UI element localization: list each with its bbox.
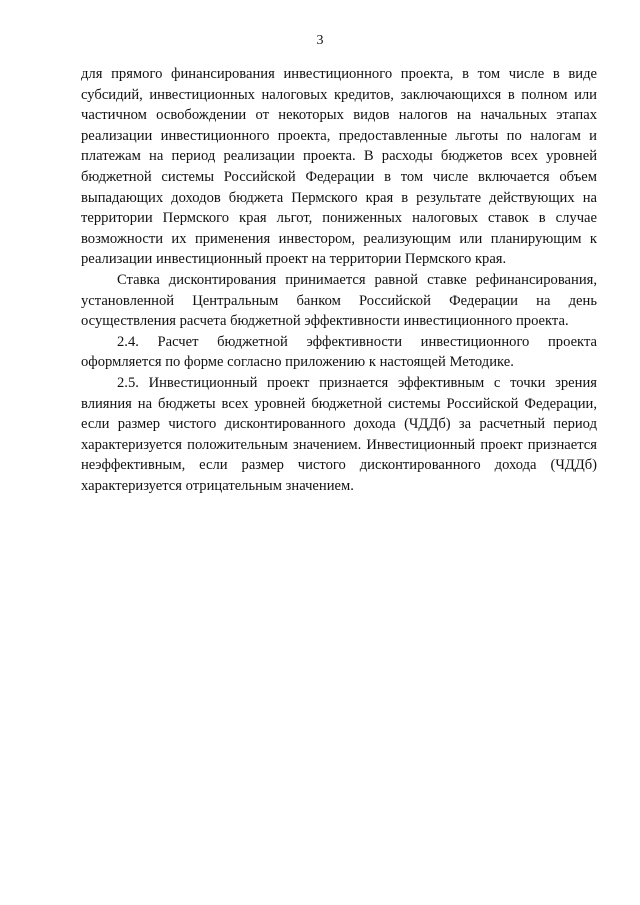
paragraph-2-5: 2.5. Инвестиционный проект признается эффективным с точки зрения влияния на бюджеты всех уровней бюджетной системы Российской Федерации, если размер чистого дисконтированного дохода (ЧДДб) за расчетный период характеризуется положительным значением. Инвестиционный проект признается неэффективным, если размер чистого дисконтированного дохода (ЧДДб) характеризуется отрицательным значением.: [81, 374, 597, 494]
paragraph-2-4: 2.4. Расчет бюджетной эффективности инвестиционного проекта оформляется по форме согласно приложению к настоящей Методике.: [81, 333, 597, 371]
paragraph-discount-rate: Ставка дисконтирования принимается равной ставке рефинансирования, установленной Центральным банком Российской Федерации на день осуществления расчета бюджетной эффективности инвестиционного проекта.: [81, 271, 597, 330]
document-body: [81, 64, 597, 496]
paragraph-continuation: для прямого финансирования инвестиционного проекта, в том числе в виде субсидий, инвестиционных налоговых кредитов, заключающихся в полном или частичном освобождении от некоторых видов налогов на начальных этапах реализации инвестиционного проекта, предоставленные льготы по налогам и платежам на период реализации проекта. В расходы бюджетов всех уровней бюджетной системы Российской Федерации в том числе включается объем выпадающих доходов бюджета Пермского края в результате действующих на территории Пермского края льгот, пониженных налоговых ставок в случае возможности их применения инвестором, реализующим или планирующим к реализации инвестиционный проект на территории Пермского края.: [81, 66, 597, 268]
page-number: 3: [316, 33, 324, 48]
